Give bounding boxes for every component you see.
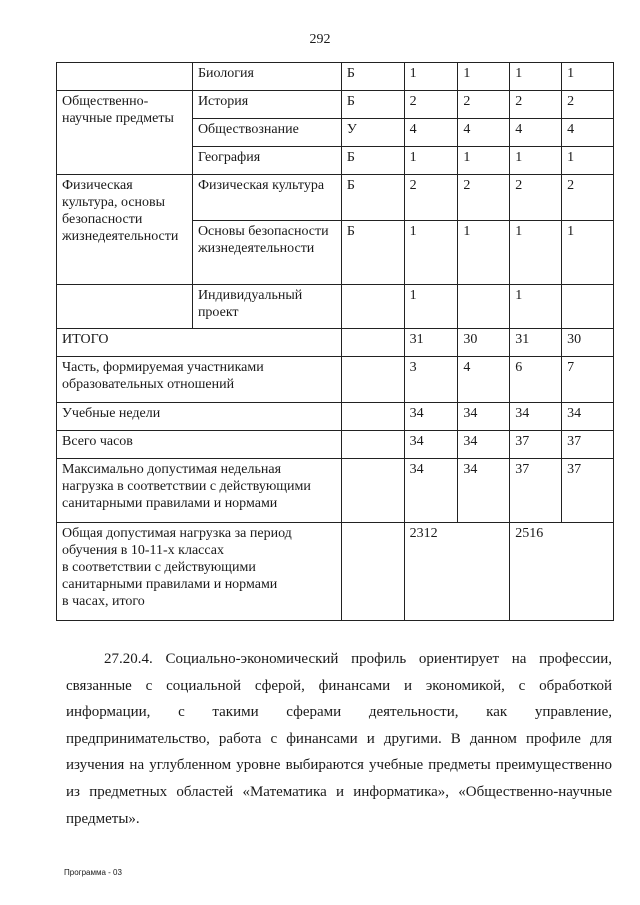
hours-cell: 31	[510, 329, 562, 357]
hours-cell: 34	[404, 459, 458, 523]
hours-cell: 4	[562, 119, 614, 147]
profile-description	[66, 646, 612, 832]
subject-cell: Индивидуальный проект	[192, 285, 341, 329]
total-load-label-cell	[57, 523, 342, 621]
hours-cell: 4	[458, 357, 510, 403]
hours-cell: 1	[562, 221, 614, 285]
subject-area-cell	[57, 63, 193, 91]
empty-cell	[341, 403, 404, 431]
level-cell: Б	[341, 221, 404, 285]
hours-cell: 37	[562, 459, 614, 523]
summary-label-cell: ИТОГО	[57, 329, 342, 357]
hours-cell: 1	[404, 147, 458, 175]
curriculum-table	[56, 62, 614, 621]
empty-cell	[341, 357, 404, 403]
hours-cell: 1	[510, 221, 562, 285]
table-row	[57, 63, 614, 91]
hours-cell: 2	[404, 175, 458, 221]
table-row	[57, 459, 614, 523]
hours-cell: 37	[510, 459, 562, 523]
hours-cell: 1	[458, 147, 510, 175]
hours-cell	[562, 285, 614, 329]
table-row	[57, 329, 614, 357]
hours-cell: 3	[404, 357, 458, 403]
paragraph-text: 27.20.4. Социально-экономический профиль ориентирует на профессии, связанные с социальной сферой, финансами и экономикой, с обработкой информации, с такими сферами деятельности, как управление, предпринимательство, работа с финансами и другими. В данном профиле для изучения на углубленном уровне выбираются учебные предметы преимущественно из предметных областей «Математика и информатика», «Общественно-научные предметы».	[66, 651, 612, 827]
subject-cell: Обществознание	[192, 119, 341, 147]
hours-cell: 1	[458, 63, 510, 91]
page-number: 292	[309, 32, 331, 47]
empty-cell	[341, 329, 404, 357]
level-cell: Б	[341, 63, 404, 91]
hours-cell: 1	[510, 285, 562, 329]
hours-cell: 34	[404, 403, 458, 431]
level-cell: Б	[341, 147, 404, 175]
table-row	[57, 357, 614, 403]
level-cell: У	[341, 119, 404, 147]
subject-cell: География	[192, 147, 341, 175]
hours-cell: 1	[404, 285, 458, 329]
hours-cell: 2	[458, 91, 510, 119]
table-row	[57, 91, 614, 119]
hours-cell: 2	[404, 91, 458, 119]
hours-cell: 34	[562, 403, 614, 431]
hours-cell: 2	[562, 91, 614, 119]
hours-cell: 1	[510, 63, 562, 91]
hours-cell: 34	[458, 459, 510, 523]
hours-cell: 1	[404, 221, 458, 285]
total-load-label-line: обучения в 10-11-х классах	[62, 543, 224, 558]
hours-cell: 1	[510, 147, 562, 175]
hours-cell: 2	[562, 175, 614, 221]
hours-cell: 1	[562, 63, 614, 91]
hours-cell: 4	[510, 119, 562, 147]
hours-cell	[458, 285, 510, 329]
table-row	[57, 285, 614, 329]
hours-cell: 34	[404, 431, 458, 459]
level-cell: Б	[341, 91, 404, 119]
level-cell	[341, 285, 404, 329]
hours-cell: 4	[404, 119, 458, 147]
subject-area-cell: Общественно-научные предметы	[57, 91, 193, 175]
total-load-label-line: Общая допустимая нагрузка за период	[62, 526, 292, 541]
hours-cell: 2	[510, 175, 562, 221]
empty-cell	[341, 523, 404, 621]
total-load-label-line: в часах, итого	[62, 594, 145, 609]
hours-cell: 1	[404, 63, 458, 91]
subject-cell: Биология	[192, 63, 341, 91]
hours-cell: 7	[562, 357, 614, 403]
hours-cell: 6	[510, 357, 562, 403]
footer-label: Программа - 03	[64, 868, 122, 877]
summary-label-cell: Часть, формируемая участниками образовательных отношений	[57, 357, 342, 403]
hours-cell: 1	[458, 221, 510, 285]
total-load-label-line: санитарными правилами и нормами	[62, 577, 278, 592]
total-load-label-line: в соответствии с действующими	[62, 560, 256, 575]
hours-cell: 37	[510, 431, 562, 459]
hours-cell: 37	[562, 431, 614, 459]
hours-cell: 34	[458, 403, 510, 431]
hours-cell: 31	[404, 329, 458, 357]
hours-cell: 4	[458, 119, 510, 147]
table-row	[57, 523, 614, 621]
hours-cell: 2	[510, 91, 562, 119]
summary-label-cell: Всего часов	[57, 431, 342, 459]
summary-label-cell: Максимально допустимая недельная нагрузка в соответствии с действующими санитарными правилами и нормами	[57, 459, 342, 523]
hours-cell: 2	[458, 175, 510, 221]
subject-area-cell	[57, 285, 193, 329]
hours-cell: 30	[562, 329, 614, 357]
subject-cell: История	[192, 91, 341, 119]
summary-label-cell: Учебные недели	[57, 403, 342, 431]
hours-cell: 30	[458, 329, 510, 357]
table-row	[57, 175, 614, 221]
hours-cell: 34	[458, 431, 510, 459]
total-hours-cell: 2312	[404, 523, 510, 621]
subject-cell: Основы безопасности жизнедеятельности	[192, 221, 341, 285]
total-hours-cell: 2516	[510, 523, 614, 621]
empty-cell	[341, 459, 404, 523]
hours-cell: 34	[510, 403, 562, 431]
hours-cell: 1	[562, 147, 614, 175]
table-row	[57, 431, 614, 459]
subject-area-cell: Физическая культура, основы безопасности жизнедеятельности	[57, 175, 193, 285]
empty-cell	[341, 431, 404, 459]
subject-cell: Физическая культура	[192, 175, 341, 221]
level-cell: Б	[341, 175, 404, 221]
table-row	[57, 403, 614, 431]
